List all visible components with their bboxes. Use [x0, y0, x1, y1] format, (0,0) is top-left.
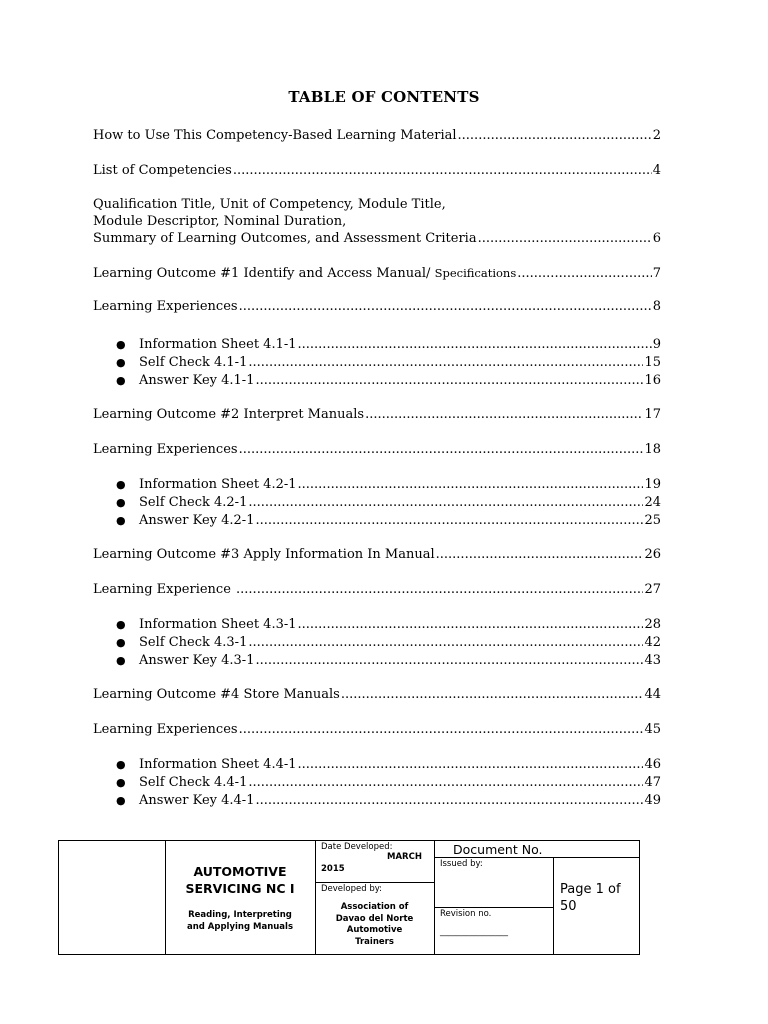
toc-page-number: 6	[652, 231, 661, 246]
toc-entry-text: Module Descriptor, Nominal Duration,	[93, 214, 347, 229]
table-divider	[434, 857, 639, 858]
document-footer-table	[58, 840, 640, 955]
toc-page-number: 15	[644, 355, 661, 370]
toc-leader	[236, 582, 643, 598]
toc-entry[interactable]	[93, 265, 661, 282]
toc-entry-text: Learning Outcome #4 Store Manuals	[93, 687, 340, 702]
toc-leader	[458, 128, 652, 144]
toc-entry-text: Summary of Learning Outcomes, and Assessment Criteria	[93, 231, 477, 246]
toc-entry-text: Learning Outcome #2 Interpret Manuals	[93, 407, 365, 422]
toc-page-number: 2	[652, 128, 661, 143]
bullet-icon: ●	[116, 356, 126, 369]
bullet-icon: ●	[116, 654, 126, 667]
module-title	[165, 909, 315, 933]
toc-sub-entry[interactable]	[139, 355, 661, 371]
toc-sub-entry[interactable]	[139, 477, 661, 493]
toc-page-number: 24	[644, 495, 661, 510]
date-developed-year: 2015	[321, 864, 345, 874]
bullet-icon: ●	[116, 478, 126, 491]
toc-entry-text: Learning Experiences	[93, 299, 238, 314]
module-title-line: Reading, Interpreting	[188, 910, 292, 920]
developer-name-line: Association of	[340, 902, 409, 912]
developed-by-label: Developed by:	[321, 884, 382, 894]
table-divider	[553, 857, 554, 954]
toc-leader	[298, 337, 652, 353]
page-title: TABLE OF CONTENTS	[288, 88, 480, 106]
toc-entry[interactable]	[93, 163, 661, 179]
developer-name	[315, 902, 434, 948]
toc-leader	[248, 355, 643, 371]
toc-entry-text: Learning Experiences	[93, 442, 238, 457]
toc-leader	[298, 477, 644, 493]
toc-entry-text-small: Specifications	[434, 266, 517, 280]
toc-page-number: 18	[644, 442, 661, 457]
issued-by-label: Issued by:	[440, 859, 483, 869]
document-number-label: Document No.	[453, 842, 543, 857]
page-indicator-line: 50	[560, 899, 577, 914]
bullet-icon: ●	[116, 514, 126, 527]
toc-entry-text: List of Competencies	[93, 163, 232, 178]
toc-leader	[248, 775, 643, 791]
toc-leader	[239, 442, 644, 458]
toc-entry-text: Answer Key 4.3-1	[139, 653, 255, 668]
toc-leader	[298, 757, 644, 773]
toc-leader	[298, 617, 644, 633]
toc-entry-text: Qualification Title, Unit of Competency, Module Title,	[93, 197, 446, 212]
toc-sub-entry[interactable]	[139, 635, 661, 651]
toc-entry-text-main: Learning Outcome #1 Identify and Access Manual/	[93, 266, 435, 281]
course-title-line: SERVICING NC I	[185, 881, 295, 896]
toc-sub-entry[interactable]	[139, 513, 661, 529]
bullet-icon: ●	[116, 794, 126, 807]
bullet-icon: ●	[116, 618, 126, 631]
toc-page-number: 8	[652, 299, 661, 314]
toc-sub-entry[interactable]	[139, 793, 661, 809]
toc-leader	[365, 407, 643, 423]
toc-page-number: 16	[644, 373, 661, 388]
developer-name-line: Davao del Norte	[335, 913, 414, 924]
toc-sub-entry[interactable]	[139, 617, 661, 633]
bullet-icon: ●	[116, 776, 126, 789]
toc-entry-text: Self Check 4.3-1	[139, 635, 248, 650]
date-developed-label: Date Developed:	[321, 842, 393, 852]
toc-page-number: 42	[644, 635, 661, 650]
table-divider	[315, 882, 434, 883]
toc-page-number: 49	[644, 793, 661, 808]
toc-page-number: 19	[644, 477, 661, 492]
toc-entry-text: Information Sheet 4.4-1	[139, 757, 297, 772]
toc-sub-entry[interactable]	[139, 757, 661, 773]
toc-sub-entry[interactable]	[139, 337, 661, 353]
toc-entry[interactable]	[93, 442, 661, 458]
toc-page-number: 17	[644, 407, 661, 422]
revision-number-label: Revision no.	[440, 909, 492, 919]
toc-entry-text: How to Use This Competency-Based Learning Material	[93, 128, 457, 143]
toc-entry[interactable]	[93, 687, 661, 703]
toc-leader	[248, 495, 643, 511]
toc-leader	[255, 793, 643, 809]
toc-entry-text: Information Sheet 4.1-1	[139, 337, 297, 352]
toc-page-number: 25	[644, 513, 661, 528]
bullet-icon: ●	[116, 496, 126, 509]
toc-entry-text: Self Check 4.2-1	[139, 495, 248, 510]
toc-entry-text	[93, 265, 516, 282]
bullet-icon: ●	[116, 758, 126, 771]
toc-leader	[255, 373, 643, 389]
course-title-line: AUTOMOTIVE	[193, 864, 287, 879]
toc-leader	[239, 299, 652, 315]
toc-entry[interactable]	[93, 407, 661, 423]
toc-leader	[517, 266, 651, 282]
toc-page-number: 26	[644, 547, 661, 562]
toc-page-number: 45	[644, 722, 661, 737]
toc-leader	[255, 653, 643, 669]
toc-page-number: 44	[644, 687, 661, 702]
toc-entry-text: Information Sheet 4.2-1	[139, 477, 297, 492]
toc-entry-text: Learning Outcome #3 Apply Information In Manual	[93, 547, 435, 562]
module-title-line: and Applying Manuals	[186, 922, 294, 932]
toc-leader	[239, 722, 644, 738]
toc-entry-text: Learning Experiences	[93, 722, 238, 737]
revision-number-blank: ________________	[440, 927, 508, 937]
toc-page-number: 7	[652, 266, 661, 281]
table-divider	[165, 841, 166, 954]
toc-page-number: 4	[652, 163, 661, 178]
toc-entry[interactable]	[93, 722, 661, 738]
toc-leader	[478, 231, 652, 247]
toc-page-number: 43	[644, 653, 661, 668]
toc-entry-text: Self Check 4.4-1	[139, 775, 248, 790]
toc-entry[interactable]	[93, 582, 661, 598]
toc-page-number: 28	[644, 617, 661, 632]
toc-page-number: 46	[644, 757, 661, 772]
toc-entry-text: Information Sheet 4.3-1	[139, 617, 297, 632]
toc-entry-text: Answer Key 4.4-1	[139, 793, 255, 808]
toc-page-number: 47	[644, 775, 661, 790]
page-indicator-line: Page 1 of	[560, 882, 621, 897]
toc-page-number: 27	[644, 582, 661, 597]
toc-sub-entry[interactable]	[139, 373, 661, 389]
toc-entry[interactable]	[93, 231, 661, 247]
toc-entry[interactable]	[93, 299, 661, 315]
page-indicator	[560, 881, 621, 915]
developer-name-line: Automotive	[346, 925, 403, 935]
toc-entry-text: Learning Experience	[93, 582, 236, 597]
bullet-icon: ●	[116, 374, 126, 387]
bullet-icon: ●	[116, 338, 126, 351]
date-developed-month: MARCH	[387, 852, 422, 862]
toc-entry[interactable]	[93, 547, 661, 563]
toc-leader	[341, 687, 644, 703]
toc-sub-entry[interactable]	[139, 775, 661, 791]
toc-entry-text: Self Check 4.1-1	[139, 355, 248, 370]
table-divider	[434, 907, 553, 908]
toc-leader	[248, 635, 643, 651]
toc-entry-text: Answer Key 4.1-1	[139, 373, 255, 388]
developer-name-line: Trainers	[355, 936, 394, 947]
toc-leader	[233, 163, 652, 179]
toc-leader	[436, 547, 644, 563]
toc-sub-entry[interactable]	[139, 653, 661, 669]
bullet-icon: ●	[116, 636, 126, 649]
toc-entry-text: Answer Key 4.2-1	[139, 513, 255, 528]
course-title	[165, 863, 315, 897]
toc-entry[interactable]	[93, 128, 661, 144]
toc-leader	[255, 513, 643, 529]
toc-sub-entry[interactable]	[139, 495, 661, 511]
toc-page-number: 9	[652, 337, 661, 352]
